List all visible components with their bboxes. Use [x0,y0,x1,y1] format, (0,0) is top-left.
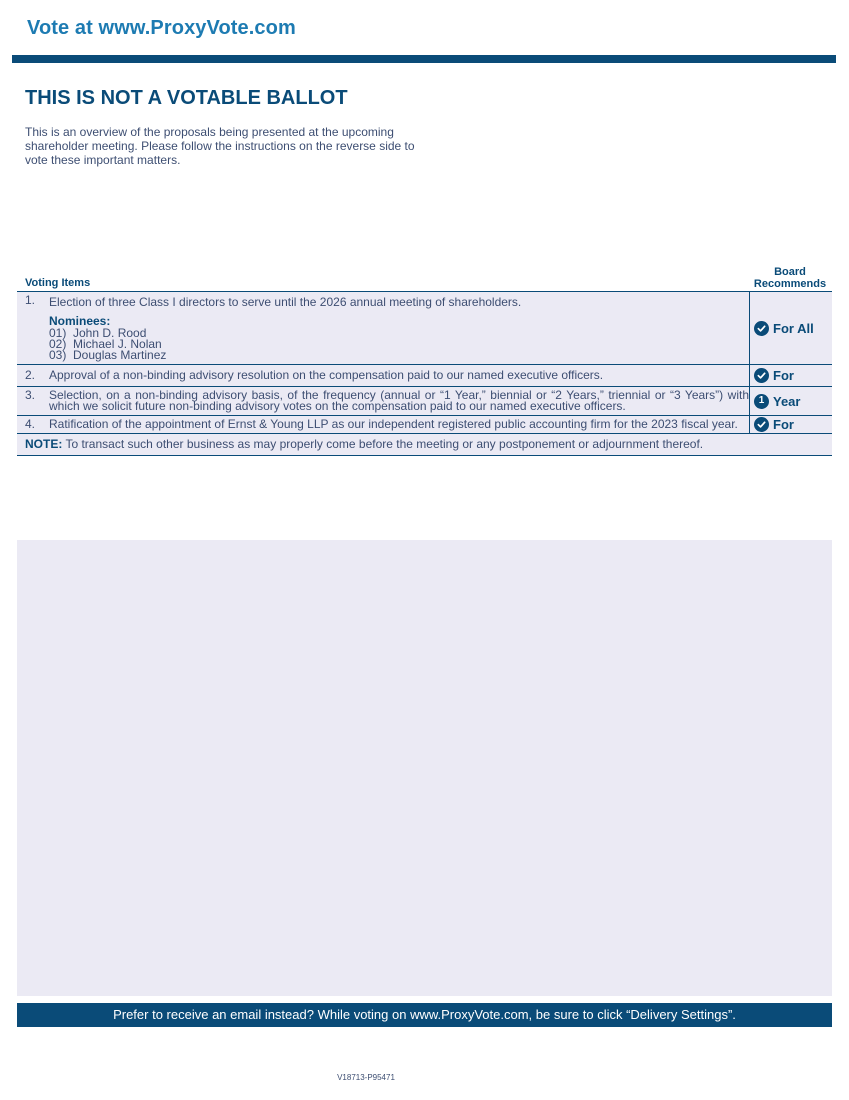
voting-item-1 [17,292,832,365]
board-recommends-header-line2: Recommends [753,278,827,290]
voting-item-3-text [17,387,749,415]
voting-item-1-text [17,292,749,364]
recommendation-item-2 [749,365,832,386]
nominee-3: 03) Douglas Martinez [49,348,167,362]
voting-item-4-text [17,416,749,433]
recommendation-item-4 [749,416,832,433]
note-body: To transact such other business as may properly come before the meeting or any postponement or adjournment thereof. [62,437,704,451]
document-code: V18713-P95471 [337,1073,395,1082]
voting-items-header: Voting Items [25,277,91,289]
item-number: 3. [25,388,36,402]
item-number: 4. [25,417,36,431]
recommendation-item-1 [749,292,832,364]
item-number: 2. [25,368,36,382]
blank-panel [17,540,832,996]
check-circle-icon [754,417,769,432]
recommendation-label: For [773,368,794,383]
item-description: Ratification of the appointment of Ernst & Young LLP as our independent registered public accounting firm for the 2023 fiscal year. [49,417,738,431]
page-title: THIS IS NOT A VOTABLE BALLOT [25,87,348,109]
proxyvote-link[interactable]: Vote at www.ProxyVote.com [27,17,296,39]
voting-item-2-text [17,365,749,386]
nominee-2: 02) Michael J. Nolan [49,337,162,351]
notice-description: This is an overview of the proposals being presented at the upcoming shareholder meeting. Please follow the instructions on the reverse side to vote these important matters. [25,125,415,167]
voting-item-4 [17,416,832,434]
voting-item-3 [17,387,832,416]
note-label: NOTE: [25,437,63,451]
item-description: Election of three Class I directors to serve until the 2026 annual meeting of shareholders. [49,295,522,309]
header-divider [12,55,836,63]
item-description: Approval of a non-binding advisory resolution on the compensation paid to our named executive officers. [49,368,604,382]
recommendation-label: Year [773,393,801,409]
recommendation-label: For All [773,320,814,336]
icon-number: 1 [758,395,765,406]
nominees-label: Nominees: [49,314,111,328]
note-text [17,434,749,455]
board-recommends-header [750,266,830,290]
item-description: Selection, on a non-binding advisory basis, of the frequency (annual or “1 Year,” biennial or “2 Years,” triennial or “3 Years”) with which we solicit future non-binding advisory votes on the compensation paid to our named executive officers. [49,388,749,413]
check-circle-icon [754,321,769,336]
check-circle-icon [754,368,769,383]
nominee-1: 01) John D. Rood [49,326,147,340]
note-row [17,434,832,456]
number-one-circle-icon [754,394,769,409]
voting-item-2 [17,365,832,387]
email-delivery-banner: Prefer to receive an email instead? While voting on www.ProxyVote.com, be sure to click “Delivery Settings”. [17,1003,832,1027]
voting-items-table [17,291,832,456]
recommendation-label: For [773,417,794,432]
item-number: 1. [25,293,36,307]
board-recommends-header-line1: Board [774,266,806,278]
recommendation-item-3 [749,387,832,415]
